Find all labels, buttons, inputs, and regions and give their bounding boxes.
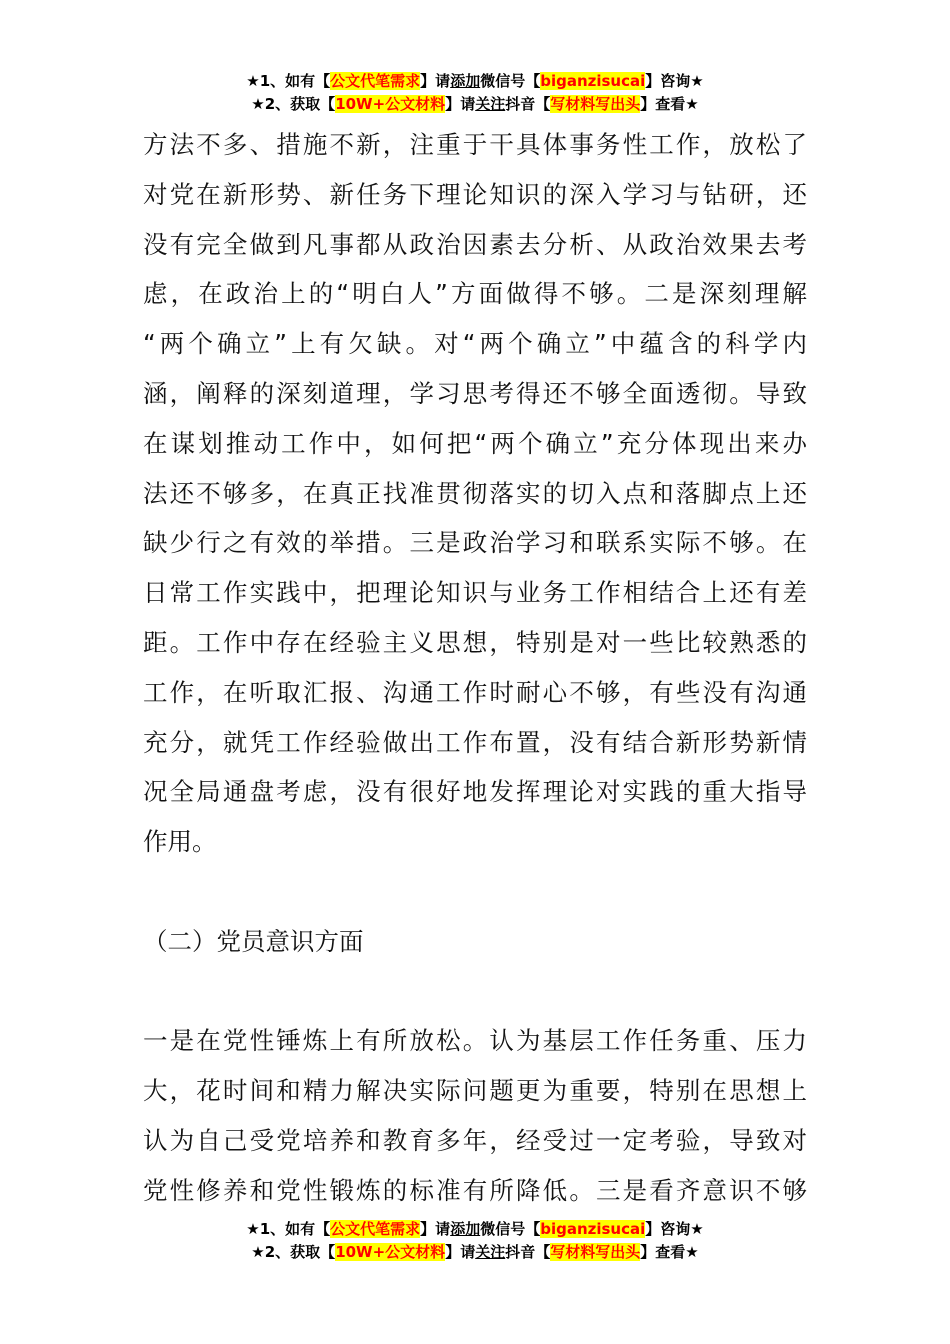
- banner-highlight: 10W+公文材料: [335, 95, 446, 113]
- banner-douyin-account: 写材料写出头: [550, 95, 641, 113]
- banner-douyin-account: 写材料写出头: [550, 1243, 641, 1261]
- banner-underlined-text: 关注: [475, 95, 506, 113]
- document-body: [143, 120, 807, 1216]
- banner-text: ★2、获取【: [251, 1243, 336, 1261]
- banner-text: ★1、如有【: [246, 1220, 331, 1238]
- banner-text: 】查看★: [640, 95, 699, 113]
- banner-line-2: [0, 1241, 950, 1264]
- banner-text: 】查看★: [640, 1243, 699, 1261]
- section-heading: （二）党员意识方面: [143, 926, 364, 956]
- text-line: 在谋划推动工作中，如何把“两个确立”充分体现出来办: [143, 428, 807, 458]
- paragraph-1: [143, 120, 807, 867]
- banner-text: 】请: [445, 1243, 476, 1261]
- banner-wechat-id: biganzisucai: [540, 1220, 646, 1238]
- banner-text: ★1、如有【: [246, 72, 331, 90]
- banner-line-1: [0, 1218, 950, 1241]
- banner-underlined-text: 添加: [450, 72, 481, 90]
- banner-text: 】咨询★: [645, 72, 704, 90]
- text-line: 缺少行之有效的举措。三是政治学习和联系实际不够。在: [143, 528, 807, 558]
- banner-text: 微信号【: [480, 1220, 541, 1238]
- banner-text: 抖音【: [505, 1243, 551, 1261]
- text-line: 认为自己受党培养和教育多年，经受过一定考验，导致对: [143, 1125, 807, 1155]
- text-line: 况全局通盘考虑，没有很好地发挥理论对实践的重大指导: [143, 777, 807, 807]
- banner-text: ★2、获取【: [251, 95, 336, 113]
- banner-wechat-id: biganzisucai: [540, 72, 646, 90]
- banner-highlight: 公文代笔需求: [330, 72, 421, 90]
- text-line: 方法不多、措施不新，注重于干具体事务性工作，放松了: [143, 130, 807, 159]
- banner-text: 】咨询★: [645, 1220, 704, 1238]
- banner-text: 】请: [420, 1220, 451, 1238]
- text-line: 法还不够多，在真正找准贯彻落实的切入点和落脚点上还: [143, 478, 807, 508]
- paragraph-2: [143, 1016, 807, 1215]
- banner-text: 微信号【: [480, 72, 541, 90]
- banner-highlight: 10W+公文材料: [335, 1243, 446, 1261]
- text-line: 大，花时间和精力解决实际问题更为重要，特别在思想上: [143, 1076, 807, 1106]
- text-line: 对党在新形势、新任务下理论知识的深入学习与钻研，还: [143, 179, 807, 209]
- banner-highlight: 公文代笔需求: [330, 1220, 421, 1238]
- text-line: 党性修养和党性锻炼的标准有所降低。三是看齐意识不够: [143, 1175, 807, 1205]
- footer-banner: [0, 1218, 950, 1264]
- text-line: “两个确立”上有欠缺。对“两个确立”中蕴含的科学内: [143, 329, 807, 359]
- text-line: 一是在党性锤炼上有所放松。认为基层工作任务重、压力: [143, 1026, 807, 1056]
- text-line: 工作，在听取汇报、沟通工作时耐心不够，有些没有沟通: [143, 677, 807, 707]
- text-line: 充分，就凭工作经验做出工作布置，没有结合新形势新情: [143, 727, 807, 757]
- header-banner: [0, 70, 950, 116]
- text-line: 没有完全做到凡事都从政治因素去分析、从政治效果去考: [143, 229, 807, 259]
- banner-text: 】请: [420, 72, 451, 90]
- banner-line-1: [0, 70, 950, 93]
- text-line: 涵，阐释的深刻道理，学习思考得还不够全面透彻。导致: [143, 378, 807, 408]
- text-line: 作用。: [143, 827, 217, 857]
- text-line: 日常工作实践中，把理论知识与业务工作相结合上还有差: [143, 578, 807, 608]
- text-line: 虑，在政治上的“明白人”方面做得不够。二是深刻理解: [143, 279, 807, 309]
- paragraph-spacer: [143, 867, 807, 917]
- banner-text: 】请: [445, 95, 476, 113]
- banner-text: 抖音【: [505, 95, 551, 113]
- banner-underlined-text: 添加: [450, 1220, 481, 1238]
- banner-underlined-text: 关注: [475, 1243, 506, 1261]
- banner-line-2: [0, 93, 950, 116]
- paragraph-spacer: [143, 967, 807, 1017]
- text-line: 距。工作中存在经验主义思想，特别是对一些比较熟悉的: [143, 627, 807, 657]
